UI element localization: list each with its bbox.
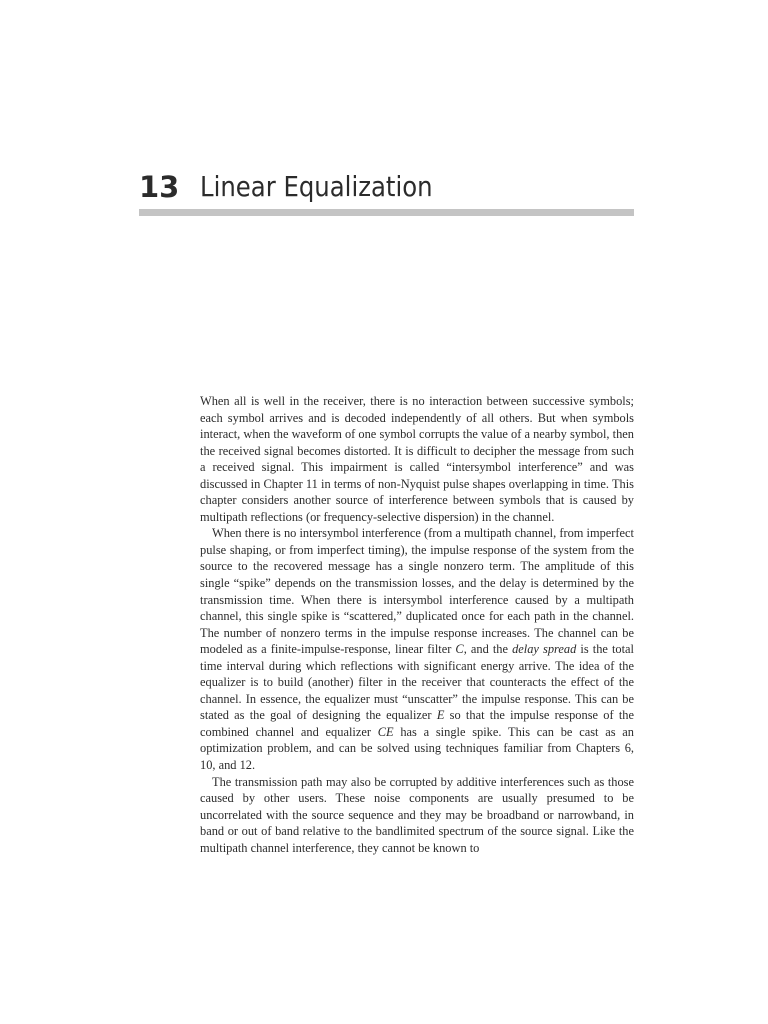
variable-ce: CE (377, 724, 394, 739)
chapter-title-rule (139, 209, 634, 216)
variable-c: C (455, 642, 464, 657)
paragraph-2-text-5: has a single spike. This can be cast as an optimization problem, and can be solved using techniques familiar from Chapters 6, 10, and 12. (200, 724, 634, 773)
paragraph-2 (200, 525, 634, 773)
paragraph-2-text-4: so that the impulse response of the combined channel and equalizer (200, 708, 634, 739)
variable-e: E (436, 708, 445, 723)
paragraph-2-text-3: is the total time interval during which reflections with significant energy arrive. The idea of the equalizer is to build (another) filter in the receiver that counteracts the effect of the channel. In essence, the equalizer must “unscatter” the impulse response. This can be stated as the goal of designing the equalizer (200, 642, 634, 723)
chapter-title: Linear Equalization (200, 170, 433, 203)
paragraph-2-text-2: , and the (463, 642, 513, 657)
emphasized-term: delay spread (512, 642, 577, 657)
paragraph-2-text-1: When there is no intersymbol interference (from a multipath channel, from imperfect pulse shaping, or from imperfect timing), the impulse response of the system from the source to the recovered message has a single nonzero term. The amplitude of this single “spike” depends on the transmission losses, and the delay is determined by the transmission time. When there is intersymbol interference caused by a multipath channel, this single spike is “scattered,” duplicated once for each path in the channel. The number of nonzero terms in the impulse response increases. The channel can be modeled as a finite-impulse-response, linear filter (200, 526, 634, 657)
paragraph-1: When all is well in the receiver, there is no interaction between successive symbols; each symbol arrives and is decoded independently of all others. But when symbols interact, when the waveform of one symbol corrupts the value of a nearby symbol, then the received signal becomes distorted. It is difficult to decipher the message from such a received signal. This impairment is called “intersymbol interference” and was discussed in Chapter 11 in terms of non-Nyquist pulse shapes overlapping in time. This chapter considers another source of interference between symbols that is caused by multipath reflections (or frequency-selective dispersion) in the channel. (200, 394, 634, 524)
body-text (200, 393, 634, 856)
paragraph-3: The transmission path may also be corrupted by additive interferences such as those caused by other users. These noise components are usually presumed to be uncorrelated with the source sequence and they may be broadband or narrowband, in band or out of band relative to the bandlimited spectrum of the source signal. Like the multipath channel interference, they cannot be known to (200, 774, 634, 855)
chapter-heading (139, 168, 634, 212)
chapter-number: 13 (139, 170, 180, 204)
